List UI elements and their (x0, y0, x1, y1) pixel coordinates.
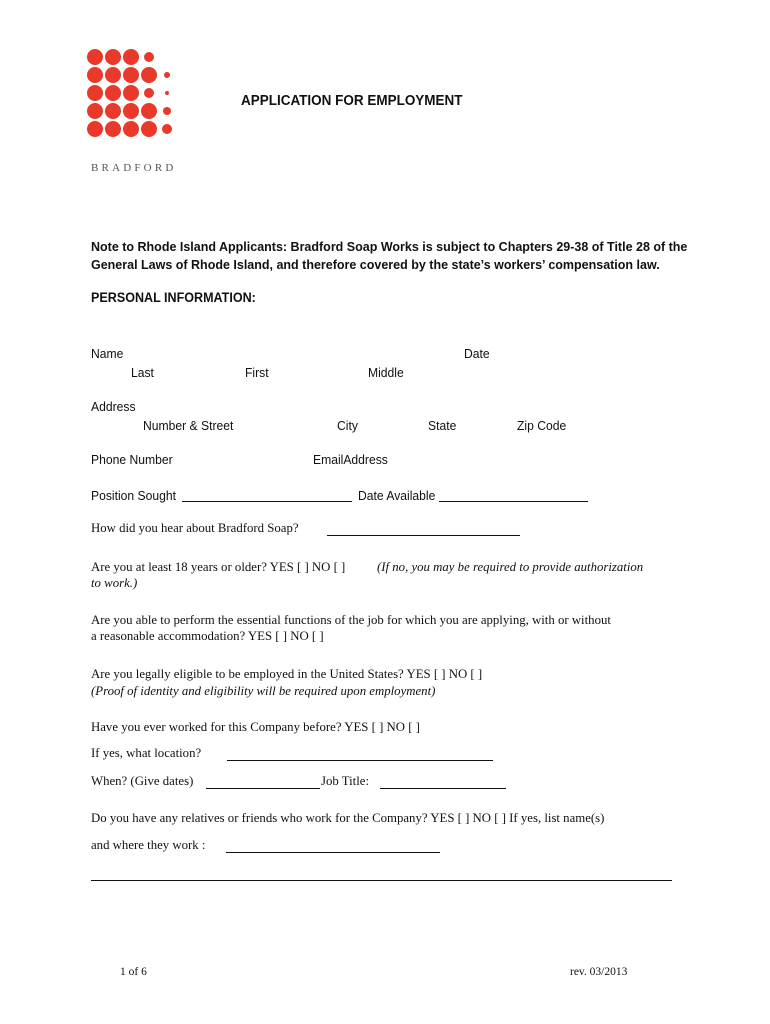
date-available-label: Date Available (358, 488, 436, 503)
when-line[interactable] (206, 776, 320, 789)
logo-dot (163, 107, 171, 115)
position-label: Position Sought (91, 488, 176, 503)
logo-dot (105, 121, 121, 137)
hear-about-line[interactable] (327, 523, 520, 536)
state-label: State (428, 418, 457, 433)
logo-dot (87, 85, 103, 101)
page-title: APPLICATION FOR EMPLOYMENT (241, 93, 463, 109)
logo-dot (87, 103, 103, 119)
where-work-line[interactable] (226, 840, 440, 853)
position-line[interactable] (182, 489, 352, 502)
logo-dot (141, 121, 157, 137)
logo-dot (165, 91, 169, 95)
logo-dot (105, 103, 121, 119)
age-question: Are you at least 18 years or older? YES [ ] NO [ ] (91, 560, 346, 574)
relatives-question: Do you have any relatives or friends who work for the Company? YES [ ] NO [ ] If yes, list name(s) (91, 811, 605, 825)
location-question: If yes, what location? (91, 746, 202, 760)
when-question: When? (Give dates) (91, 774, 194, 788)
logo-dot (141, 67, 157, 83)
email-label: EmailAddress (313, 452, 388, 467)
essential-question: Are you able to perform the essential functions of the job for which you are applying, with or without (91, 613, 611, 627)
phone-label: Phone Number (91, 452, 173, 467)
logo-dot (123, 121, 139, 137)
rhode-island-note: Note to Rhode Island Applicants: Bradford Soap Works is subject to Chapters 29-38 of Title 28 of the General Laws of Rhode Island, and therefore covered by the state’s workers’ compensation law. (91, 240, 688, 272)
location-line[interactable] (227, 748, 493, 761)
brand-name: BRADFORD (91, 162, 177, 174)
job-title-line[interactable] (380, 776, 506, 789)
eligible-note: (Proof of identity and eligibility will be required upon employment) (91, 684, 436, 698)
eligible-question: Are you legally eligible to be employed in the United States? YES [ ] NO [ ] (91, 667, 483, 681)
page-number: 1 of 6 (120, 966, 147, 978)
street-label: Number & Street (143, 418, 234, 433)
date-label: Date (464, 346, 490, 361)
logo-dot (123, 103, 139, 119)
logo-dot (105, 67, 121, 83)
relatives-names-line[interactable] (91, 868, 672, 881)
section-title: PERSONAL INFORMATION: (91, 290, 256, 305)
logo-dot (144, 88, 154, 98)
logo-dot (123, 67, 139, 83)
logo-dot (144, 52, 154, 62)
worked-before-question: Have you ever worked for this Company before? YES [ ] NO [ ] (91, 720, 420, 734)
hear-about-question: How did you hear about Bradford Soap? (91, 521, 299, 535)
logo-dot (87, 49, 103, 65)
city-label: City (337, 418, 358, 433)
job-title-label: Job Title: (321, 774, 370, 788)
logo-dot (87, 121, 103, 137)
logo-dot (123, 85, 139, 101)
logo-dot (123, 49, 139, 65)
logo-dot (162, 124, 172, 134)
first-name-label: First (245, 365, 269, 380)
logo-dot (105, 49, 121, 65)
logo-dot (141, 103, 157, 119)
logo-dot (105, 85, 121, 101)
zip-label: Zip Code (517, 418, 567, 433)
bradford-logo (86, 48, 176, 143)
revision-date: rev. 03/2013 (570, 966, 628, 978)
where-work-question: and where they work : (91, 838, 206, 852)
essential-question-cont: a reasonable accommodation? YES [ ] NO [ ] (91, 629, 324, 643)
date-available-line[interactable] (439, 489, 588, 502)
address-label: Address (91, 399, 136, 414)
last-name-label: Last (131, 365, 154, 380)
age-note-cont: to work.) (91, 576, 138, 590)
age-note: (If no, you may be required to provide authorization (377, 560, 644, 574)
logo-dot (87, 67, 103, 83)
middle-name-label: Middle (368, 365, 404, 380)
name-label: Name (91, 346, 124, 361)
logo-dot (164, 72, 170, 78)
